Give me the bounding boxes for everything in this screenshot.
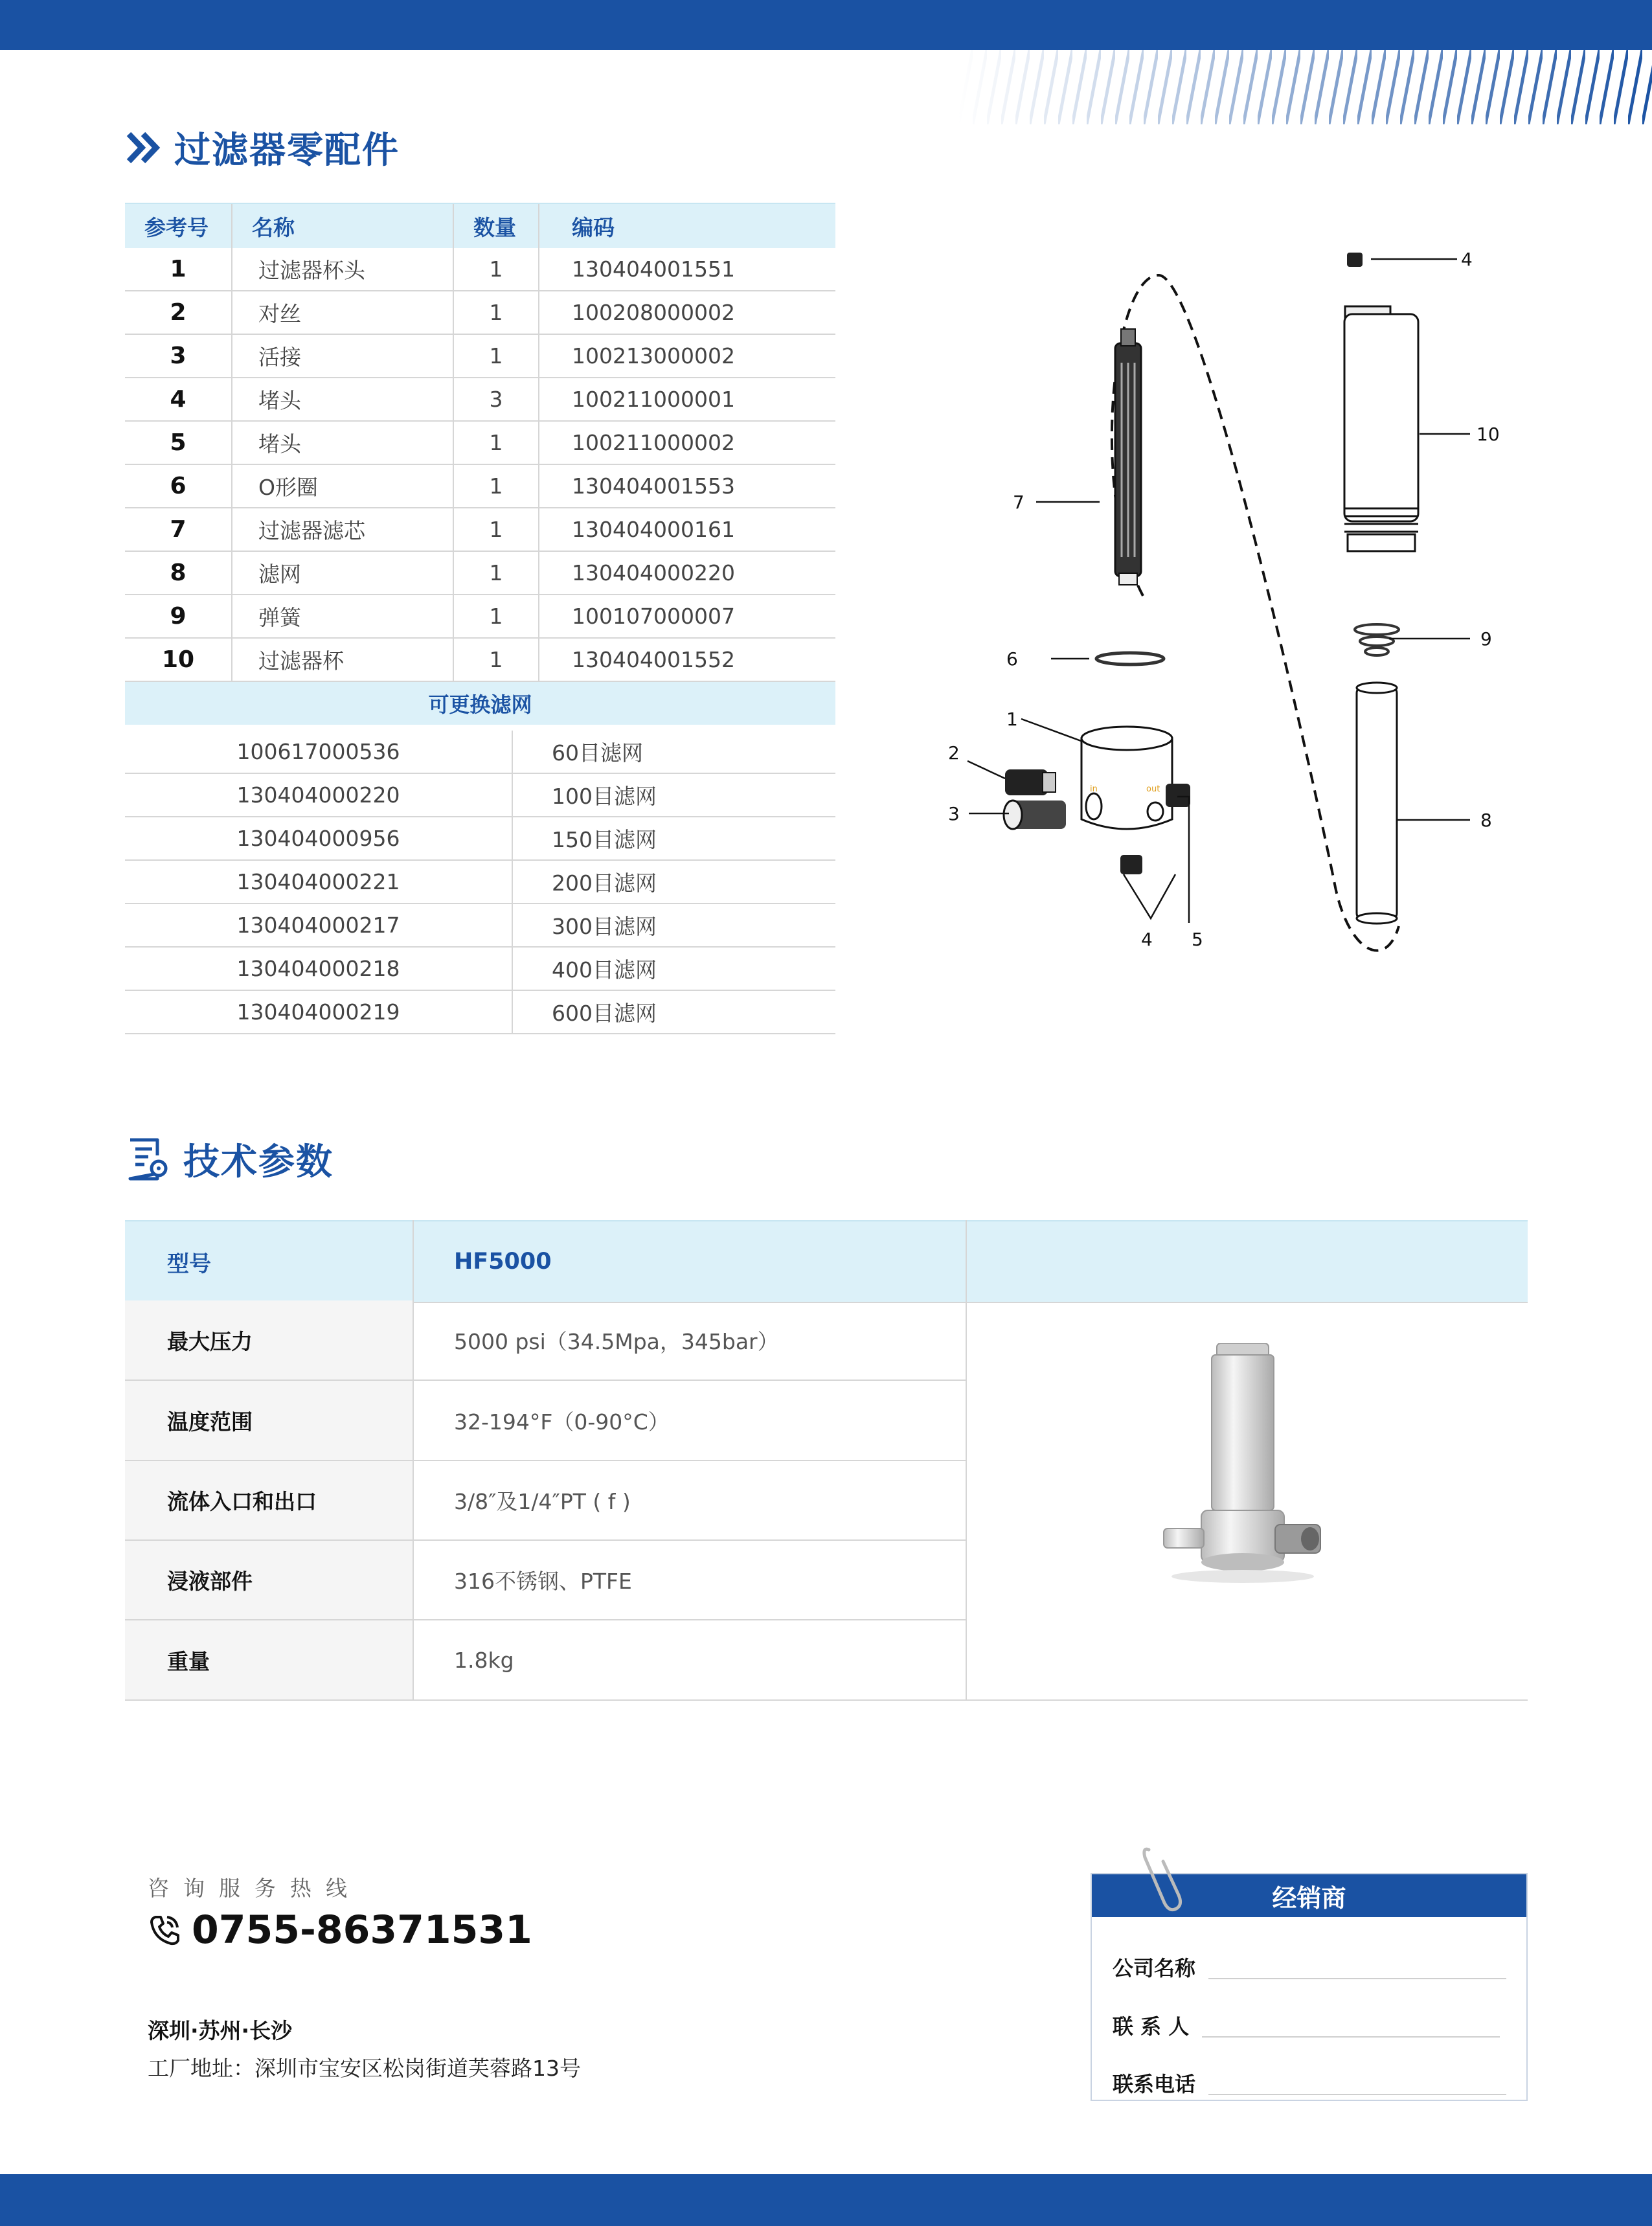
- mesh-screen-drawing: [1357, 683, 1397, 924]
- header-qty: 数量: [453, 203, 539, 248]
- callout-3: 3: [948, 803, 960, 824]
- spec-value: 1.8kg: [454, 1647, 514, 1673]
- callout-10: 10: [1477, 424, 1500, 445]
- spec-table: [125, 1220, 1528, 1701]
- dealer-field-phone: [1113, 2068, 1506, 2098]
- table-row: [125, 508, 835, 551]
- phone-icon: [148, 1913, 181, 1947]
- callout-8: 8: [1480, 810, 1492, 831]
- spec-value: 5000 psi（34.5Mpa，345bar）: [454, 1328, 779, 1354]
- blank-line: [1208, 2094, 1506, 2095]
- dealer-field-label: 联系电话: [1113, 2072, 1196, 2096]
- table-row: [125, 1381, 966, 1461]
- mesh-code: 100617000536: [125, 731, 512, 773]
- table-row: [125, 551, 835, 595]
- code-cell: 100208000002: [539, 291, 835, 334]
- name-cell: 堵头: [232, 378, 453, 421]
- parts-header-row: [125, 203, 835, 248]
- table-row: [125, 291, 835, 334]
- parts-section-title: [125, 122, 400, 174]
- dealer-field-label: 联 系 人: [1113, 2014, 1190, 2039]
- name-cell: 活接: [232, 334, 453, 378]
- name-cell: 过滤器滤芯: [232, 508, 453, 551]
- ref-cell: 7: [125, 508, 232, 551]
- decorative-stripes: [958, 50, 1652, 124]
- callout-4-top: 4: [1461, 249, 1473, 270]
- ref-cell: 6: [125, 464, 232, 508]
- code-cell: 100107000007: [539, 595, 835, 638]
- callout-4-bottom: 4: [1141, 929, 1153, 950]
- mesh-name: 600目滤网: [512, 990, 835, 1034]
- qty-cell: 1: [453, 334, 539, 378]
- factory-address: 工厂地址：深圳市宝安区松岗街道芙蓉路13号: [148, 2056, 581, 2081]
- list-item: [125, 860, 835, 903]
- tech-title-text: 技术参数: [183, 1141, 334, 1183]
- name-cell: 滤网: [232, 551, 453, 595]
- paperclip-icon: [1137, 1843, 1189, 1921]
- spec-value: 3/8″及1/4″PT ( f ): [454, 1489, 631, 1514]
- ref-cell: 9: [125, 595, 232, 638]
- mesh-code: 130404000218: [125, 947, 512, 990]
- mesh-name: 400目滤网: [512, 947, 835, 990]
- dealer-field-company: [1113, 1952, 1506, 1982]
- qty-cell: 1: [453, 551, 539, 595]
- fittings-drawing: [1004, 769, 1066, 829]
- dealer-field-contact: [1113, 2010, 1500, 2040]
- ref-cell: 5: [125, 421, 232, 464]
- mesh-subheader-row: [125, 681, 835, 725]
- callout-6: 6: [1006, 648, 1018, 670]
- table-row: [125, 1620, 1528, 1701]
- column-divider: [966, 1220, 967, 1701]
- ref-cell: 8: [125, 551, 232, 595]
- mesh-name: 100目滤网: [512, 773, 835, 817]
- port-in-label: in: [1090, 784, 1098, 794]
- table-row: [125, 1300, 966, 1381]
- callout-5: 5: [1192, 929, 1203, 950]
- table-row: [125, 464, 835, 508]
- ref-cell: 4: [125, 378, 232, 421]
- code-cell: 100211000001: [539, 378, 835, 421]
- blank-line: [1208, 1978, 1506, 1979]
- name-cell: 对丝: [232, 291, 453, 334]
- spec-header-label: 型号: [167, 1251, 211, 1277]
- exploded-parts-diagram: [933, 233, 1528, 984]
- name-cell: O形圈: [232, 464, 453, 508]
- top-banner: [0, 0, 1652, 50]
- mesh-name: 200目滤网: [512, 860, 835, 903]
- name-cell: 堵头: [232, 421, 453, 464]
- qty-cell: 1: [453, 421, 539, 464]
- mesh-code: 130404000956: [125, 817, 512, 860]
- name-cell: 过滤器杯头: [232, 248, 453, 291]
- column-divider: [413, 1220, 414, 1701]
- table-row: [125, 248, 835, 291]
- filter-head-drawing: [1081, 727, 1190, 874]
- spring-drawing: [1355, 624, 1399, 655]
- header-ref: 参考号: [125, 203, 232, 248]
- name-cell: 弹簧: [232, 595, 453, 638]
- qty-cell: 1: [453, 464, 539, 508]
- ref-cell: 3: [125, 334, 232, 378]
- cartridge-drawing: [1115, 329, 1141, 585]
- qty-cell: 1: [453, 595, 539, 638]
- list-item: [125, 731, 835, 773]
- table-row: [125, 378, 835, 421]
- mesh-name: 300目滤网: [512, 903, 835, 947]
- phone-block: [148, 1907, 532, 1953]
- code-cell: 130404000220: [539, 551, 835, 595]
- code-cell: 100213000002: [539, 334, 835, 378]
- mesh-code: 130404000220: [125, 773, 512, 817]
- mesh-code: 130404000217: [125, 903, 512, 947]
- spec-label: 浸液部件: [125, 1541, 413, 1619]
- list-item: [125, 947, 835, 990]
- double-chevron-icon: [125, 129, 163, 166]
- mesh-subheader: 可更换滤网: [125, 681, 835, 725]
- qty-cell: 1: [453, 508, 539, 551]
- mesh-code: 130404000221: [125, 860, 512, 903]
- hotline-label: 咨询服务热线: [148, 1876, 361, 1901]
- code-cell: 130404001553: [539, 464, 835, 508]
- spec-header-value: HF5000: [454, 1249, 552, 1275]
- dealer-title: 经销商: [1092, 1874, 1526, 1917]
- ref-cell: 2: [125, 291, 232, 334]
- spec-label: 流体入口和出口: [125, 1461, 413, 1539]
- callout-1: 1: [1006, 709, 1018, 730]
- header-code: 编码: [539, 203, 835, 248]
- mesh-table: [125, 731, 835, 1034]
- o-ring-drawing: [1096, 653, 1164, 664]
- table-row: [125, 595, 835, 638]
- bottom-banner: [0, 2174, 1652, 2226]
- table-row: [125, 1461, 966, 1541]
- code-cell: 100211000002: [539, 421, 835, 464]
- qty-cell: 1: [453, 638, 539, 681]
- list-item: [125, 773, 835, 817]
- document-gear-icon: [125, 1136, 172, 1183]
- list-item: [125, 903, 835, 947]
- callout-9: 9: [1480, 628, 1492, 650]
- code-cell: 130404000161: [539, 508, 835, 551]
- spec-label: 重量: [125, 1620, 413, 1699]
- qty-cell: 3: [453, 378, 539, 421]
- list-item: [125, 817, 835, 860]
- parts-table: [125, 203, 835, 725]
- mesh-code: 130404000219: [125, 990, 512, 1034]
- ref-cell: 10: [125, 638, 232, 681]
- spec-header-row: [125, 1220, 1528, 1303]
- cities: 深圳·苏州·长沙: [148, 2018, 293, 2043]
- ref-cell: 1: [125, 248, 232, 291]
- port-out-label: out: [1146, 784, 1160, 794]
- mesh-name: 60目滤网: [512, 731, 835, 773]
- qty-cell: 1: [453, 248, 539, 291]
- list-item: [125, 990, 835, 1034]
- spec-label: 温度范围: [125, 1381, 413, 1460]
- dealer-field-label: 公司名称: [1113, 1956, 1196, 1981]
- spec-value: 316不锈钢、PTFE: [454, 1569, 632, 1594]
- name-cell: 过滤器杯: [232, 638, 453, 681]
- filter-cup-drawing: [1344, 253, 1418, 551]
- spec-value: 32-194°F（0-90°C）: [454, 1409, 670, 1435]
- header-name: 名称: [232, 203, 453, 248]
- phone-number: 0755-86371531: [192, 1907, 532, 1953]
- table-row: [125, 421, 835, 464]
- table-row: [125, 1541, 966, 1620]
- callout-2: 2: [948, 742, 960, 764]
- tech-section-title: [125, 1133, 334, 1185]
- blank-line: [1202, 2036, 1500, 2038]
- mesh-name: 150目滤网: [512, 817, 835, 860]
- code-cell: 130404001551: [539, 248, 835, 291]
- table-row: [125, 638, 835, 681]
- spec-label: 最大压力: [125, 1300, 413, 1380]
- callout-7: 7: [1013, 492, 1024, 513]
- product-image: [1161, 1343, 1330, 1589]
- code-cell: 130404001552: [539, 638, 835, 681]
- table-row: [125, 334, 835, 378]
- parts-title-text: 过滤器零配件: [174, 130, 400, 172]
- qty-cell: 1: [453, 291, 539, 334]
